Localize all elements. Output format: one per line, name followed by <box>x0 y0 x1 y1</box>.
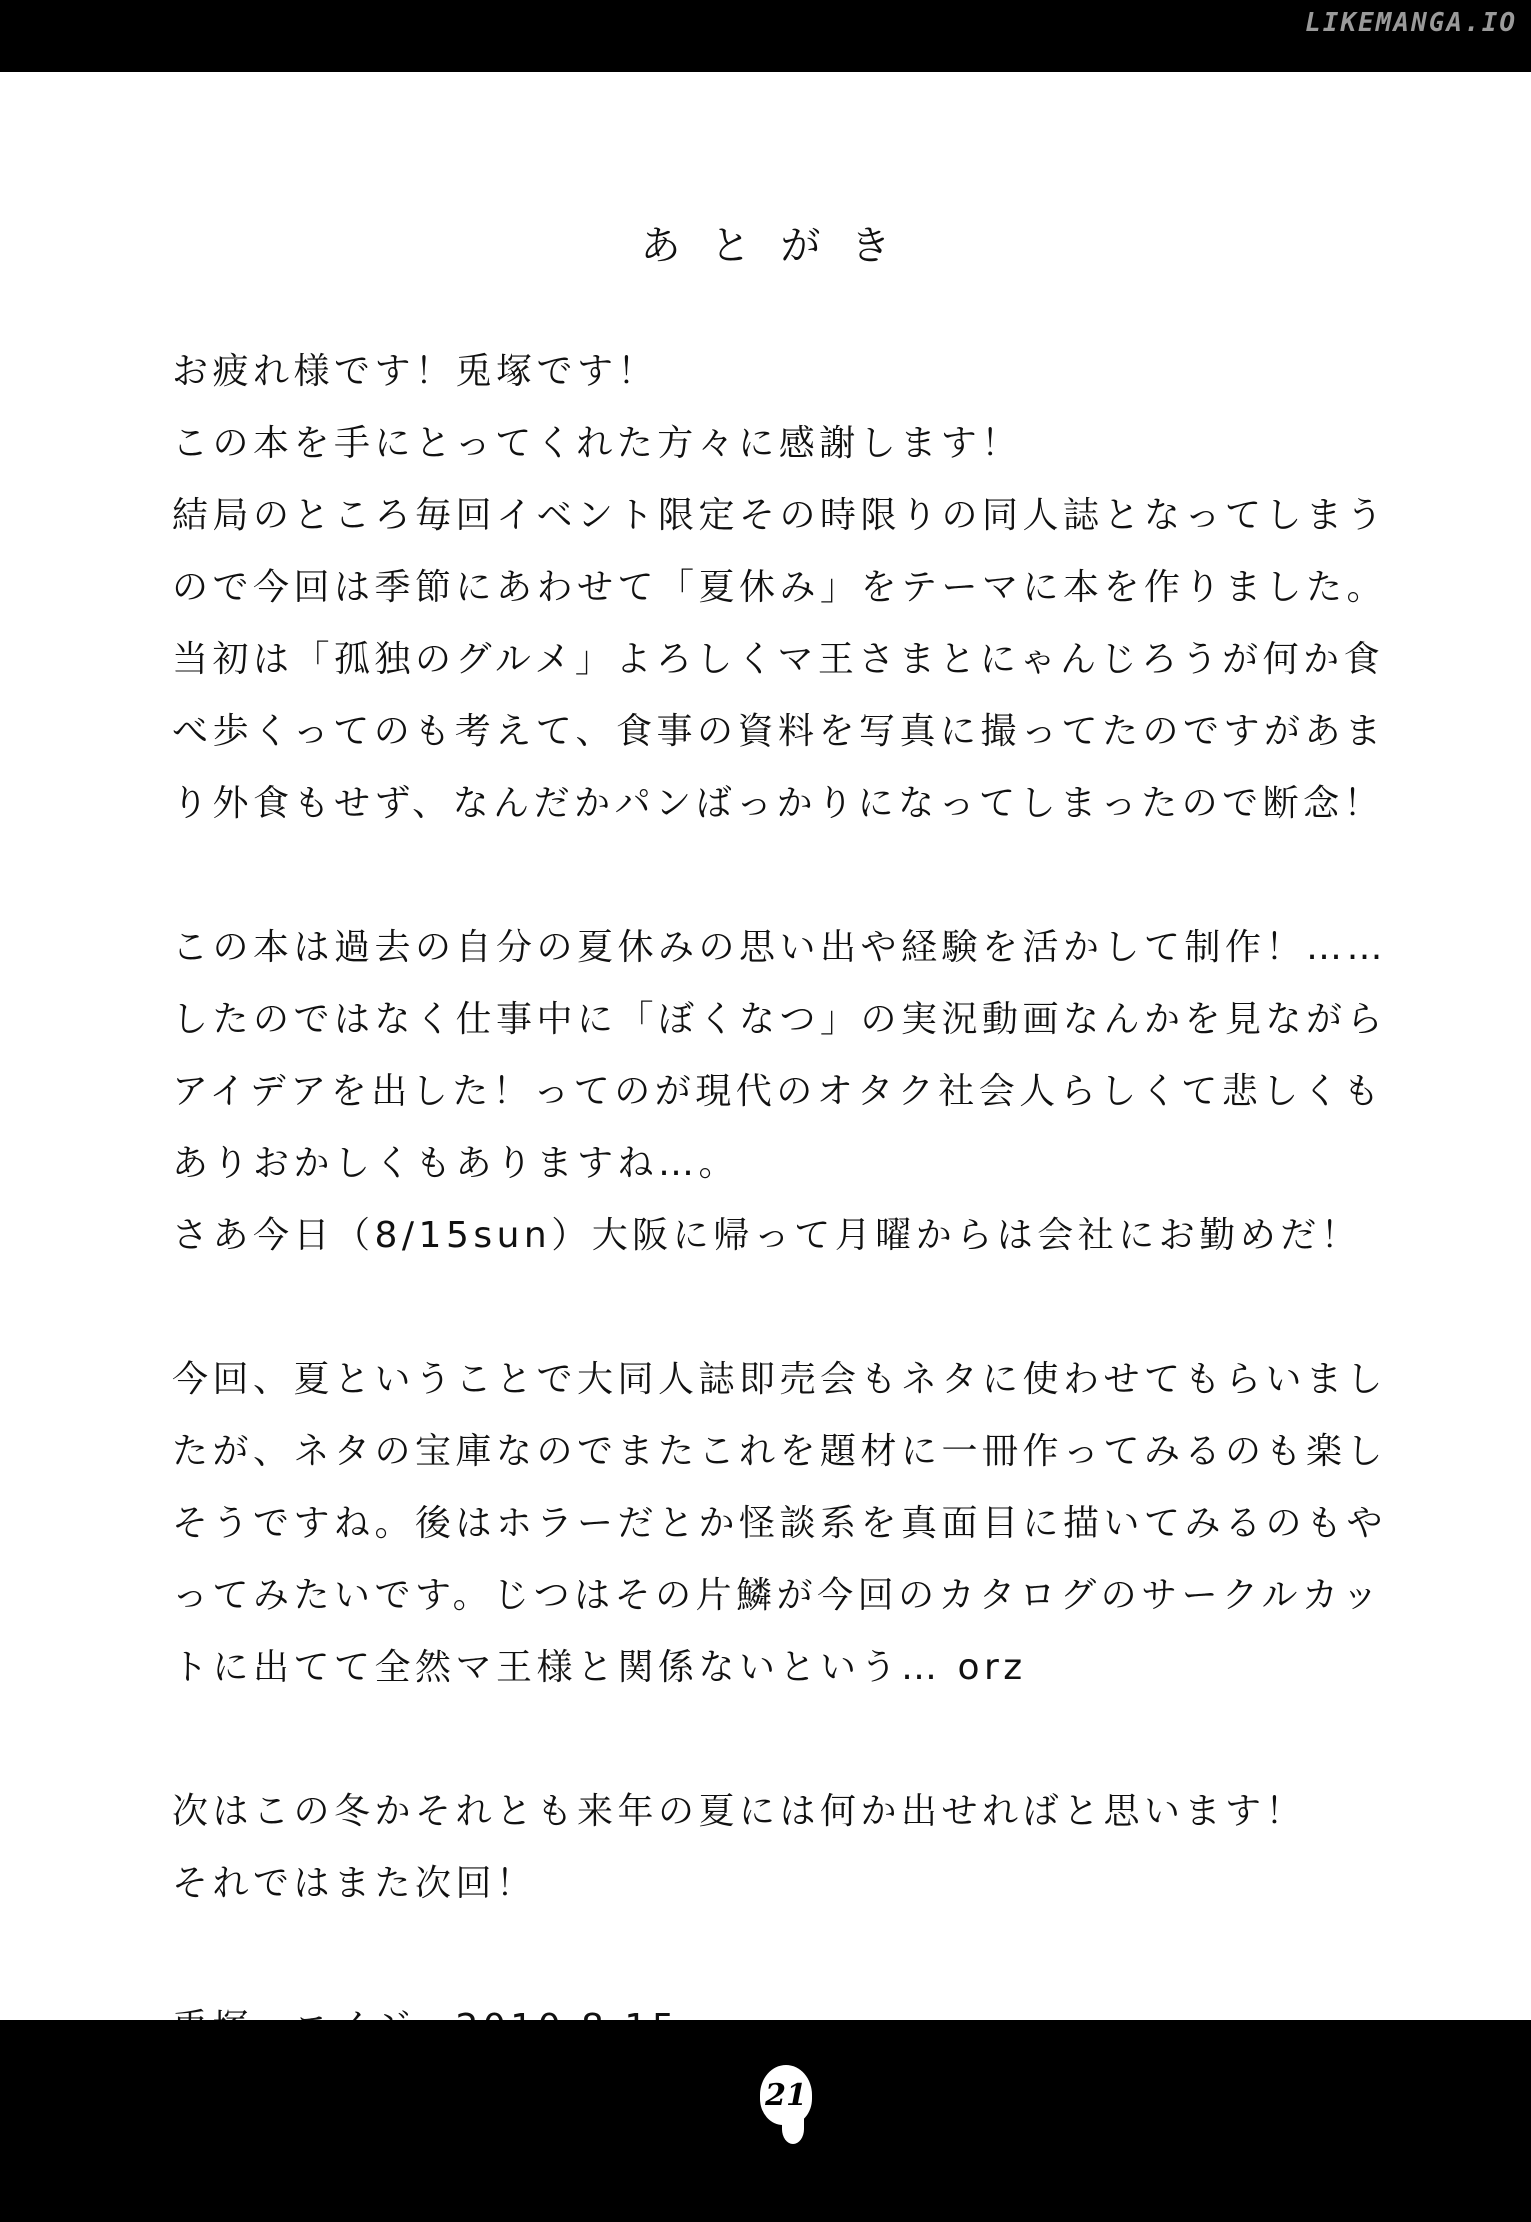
text-line: そうですね。後はホラーだとか怪談系を真面目に描いてみるのもや <box>172 1503 1388 1544</box>
text-line: べ歩くってのも考えて、食事の資料を写真に撮ってたのですがあま <box>172 711 1386 752</box>
text-line: 次はこの冬かそれとも来年の夏には何か出せればと思います！ <box>172 1791 1307 1832</box>
text-line: 結局のところ毎回イベント限定その時限りの同人誌となってしまう <box>172 495 1388 536</box>
paragraph-gap <box>172 1704 1412 1776</box>
page-number-badge <box>760 2065 812 2125</box>
text-line: したのではなく仕事中に「ぼくなつ」の実況動画なんかを見ながら <box>172 999 1388 1040</box>
paragraph-gap <box>172 1920 1412 1992</box>
text-line: ってみたいです。じつはその片鱗が今回のカタログのサークルカッ <box>172 1575 1383 1616</box>
text-line: ありおかしくもありますね…。 <box>172 1143 740 1184</box>
page-title: あとがき <box>640 223 921 269</box>
text-line: この本は過去の自分の夏休みの思い出や経験を活かして制作！…… <box>172 927 1388 968</box>
page-number: 21 <box>765 2077 807 2113</box>
text-line: 当初は「孤独のグルメ」よろしくマ王さまとにゃんじろうが何か食 <box>172 639 1385 680</box>
text-line: お疲れ様です！兎塚です！ <box>172 351 659 392</box>
bottom-black-band <box>0 2020 1531 2222</box>
text-line: り外食もせず、なんだかパンばっかりになってしまったので断念！ <box>172 783 1385 824</box>
text-line: たが、ネタの宝庫なのでまたこれを題材に一冊作ってみるのも楽し <box>172 1431 1388 1472</box>
text-line: それではまた次回！ <box>172 1863 537 1904</box>
text-line: 今回、夏ということで大同人誌即売会もネタに使わせてもらいまし <box>172 1359 1388 1400</box>
text-line: この本を手にとってくれた方々に感謝します！ <box>172 423 1022 464</box>
text-line: トに出てて全然マ王様と関係ないという… orz <box>172 1647 1027 1688</box>
text-line: アイデアを出した！ってのが現代のオタク社会人らしくて悲しくも <box>172 1071 1384 1112</box>
afterword-body <box>172 336 1412 2064</box>
paragraph-gap <box>172 1272 1412 1344</box>
top-black-band <box>0 0 1531 72</box>
text-line: ので今回は季節にあわせて「夏休み」をテーマに本を作りました。 <box>172 567 1388 608</box>
watermark: LIKEMANGA.IO <box>1305 8 1517 38</box>
text-line: さあ今日（8/15sun）大阪に帰って月曜からは会社にお勤めだ！ <box>172 1215 1362 1256</box>
paragraph-gap <box>172 840 1412 912</box>
